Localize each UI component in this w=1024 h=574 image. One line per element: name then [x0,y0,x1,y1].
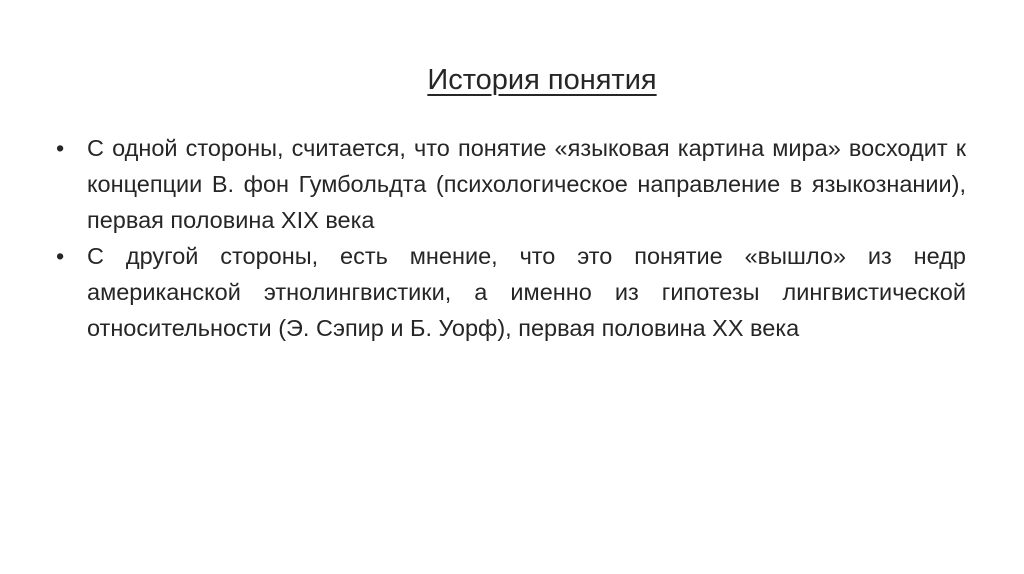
bullet-text: С одной стороны, считается, что понятие «языковая картина мира» восходит к концепции В. фон Гумбольдта (психологическое направление в языкознании), первая половина XIX века [87,135,966,233]
slide-title: История понятия [427,64,657,96]
bullet-item [56,130,966,238]
bullet-item [56,238,966,346]
bullet-icon: • [56,243,65,269]
bullet-text: С другой стороны, есть мнение, что это понятие «вышло» из недр американской этнолингвистики, а именно из гипотезы лингвистической относительности (Э. Сэпир и Б. Уорф), первая половина XX века [87,243,966,341]
bullet-icon: • [56,135,65,161]
bullet-list [56,130,966,346]
